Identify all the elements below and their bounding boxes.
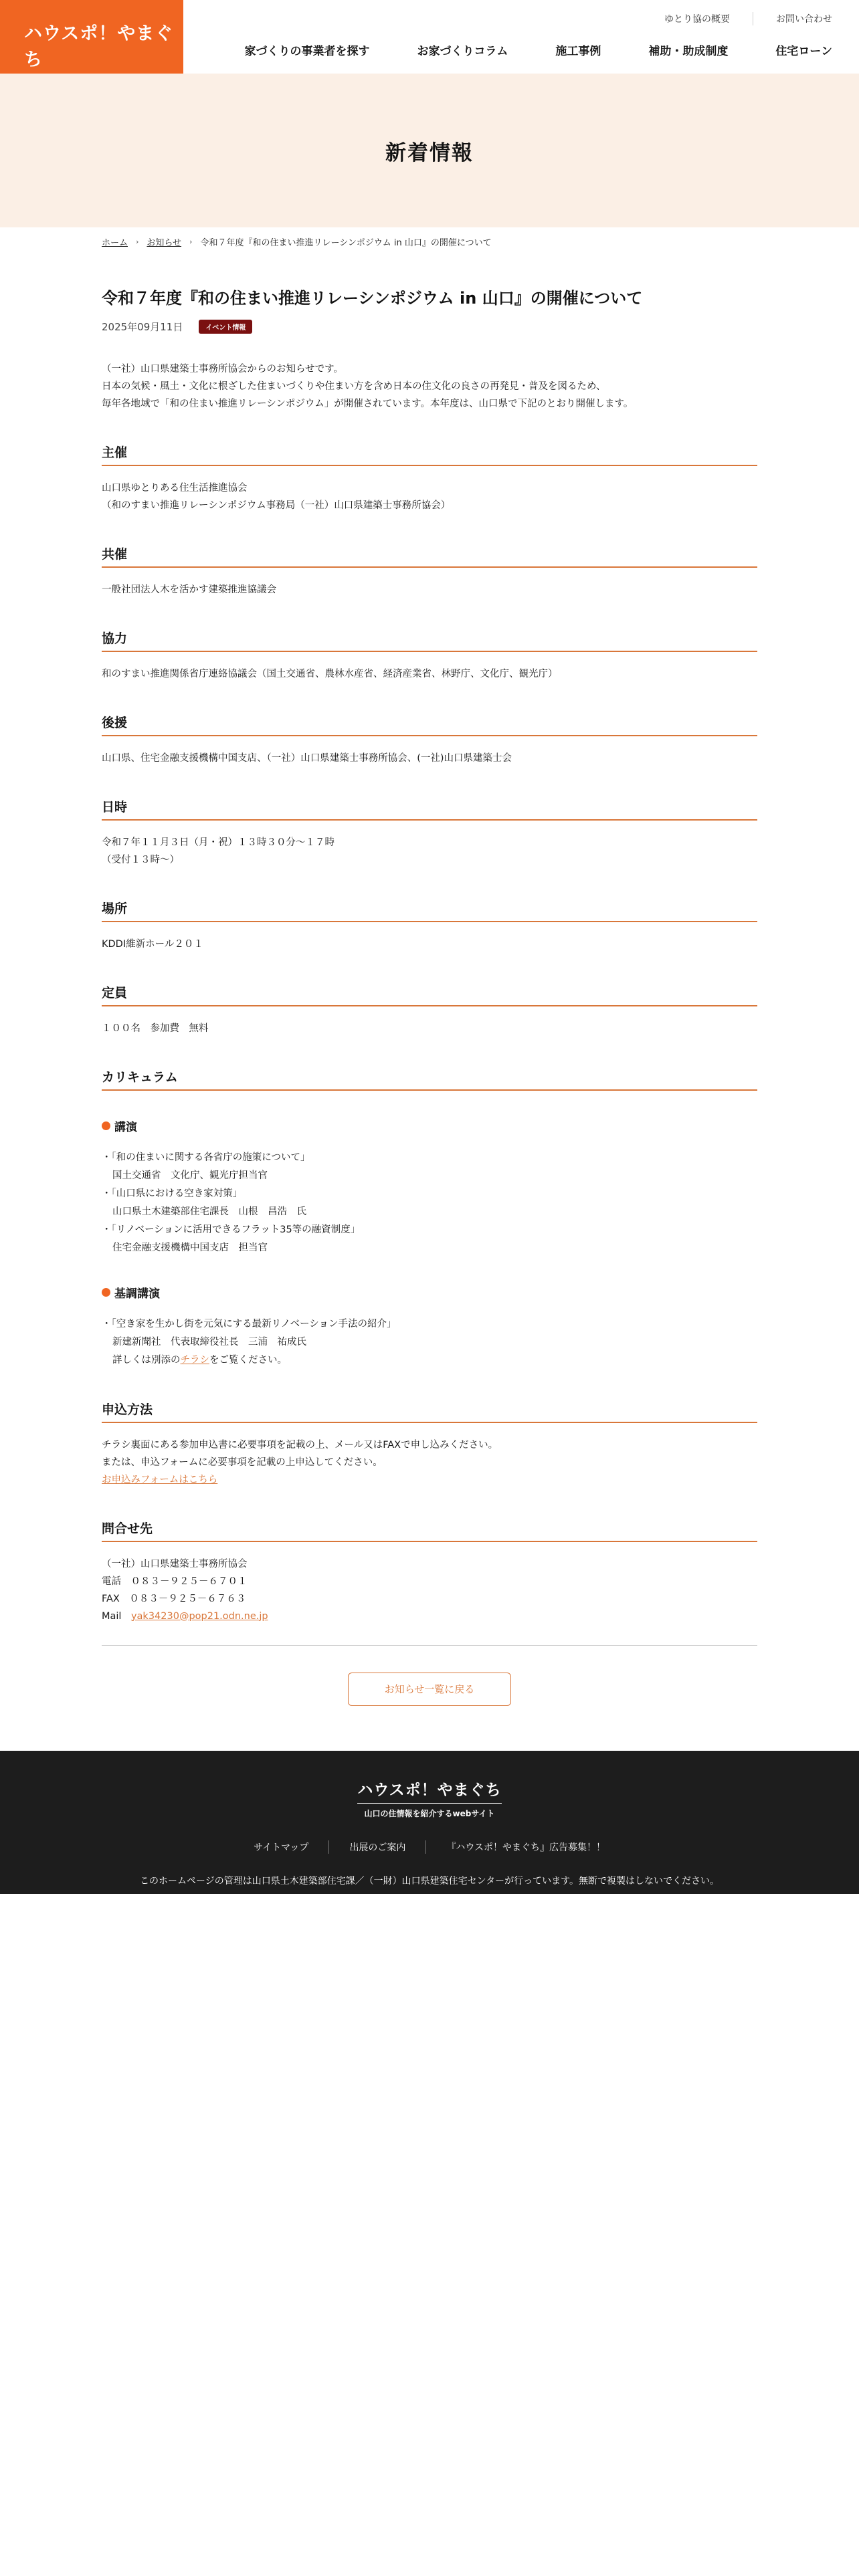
intro-line: 毎年各地域で「和の住まい推進リレーシンポジウム」が開催されています。本年度は、山口県で下記のとおり開催します。: [102, 398, 634, 409]
lecture-speaker: 住宅金融支援機構中国支店 担当官: [112, 1242, 268, 1253]
bullet-dot-icon: [102, 1121, 110, 1130]
site-footer: [0, 1751, 859, 1894]
section-body-application: [102, 1436, 757, 1489]
nav-item-works[interactable]: 施工事例: [555, 45, 601, 58]
nav-item-loans[interactable]: 住宅ローン: [775, 45, 832, 58]
breadcrumb-current: 令和７年度『和の住まい推進リレーシンポジウム in 山口』の開催について: [200, 238, 492, 248]
global-nav: [197, 41, 832, 58]
keynote-note: [102, 1352, 757, 1370]
contact-tel: [102, 1573, 757, 1590]
footer-nav: [0, 1840, 859, 1854]
section-heading-contact: 問合せ先: [102, 1519, 757, 1542]
nav-item-column[interactable]: お家づくりコラム: [417, 45, 508, 58]
utility-link-about[interactable]: ゆとり協の概要: [664, 14, 730, 25]
utility-link-contact[interactable]: お問い合わせ: [753, 12, 832, 25]
section-body-support: [102, 750, 757, 767]
section-line: 山口県ゆとりある住生活推進協会: [102, 482, 248, 494]
section-body-datetime: [102, 834, 757, 869]
section-body-contact: [102, 1555, 757, 1625]
logo-title: ハウスポ！やまぐち: [24, 19, 183, 76]
section-heading-curriculum: カリキュラム: [102, 1067, 757, 1091]
chevron-right-icon: ›: [189, 237, 193, 246]
keynote-note-prefix: 詳しくは別添の: [112, 1354, 181, 1366]
article-intro: [102, 360, 757, 413]
fax-value: ０８３－９２５－６７６３: [129, 1593, 246, 1604]
intro-line: 日本の気候・風土・文化に根ざした住まいづくりや住まい方を含め日本の住文化の良さの再発見・普及を図るため、: [102, 381, 606, 392]
utility-nav: [642, 12, 832, 25]
section-line: １００名 参加費 無料: [102, 1023, 209, 1034]
contact-fax: [102, 1590, 757, 1608]
section-line: 山口県、住宅金融支援機構中国支店、（一社）山口県建築士事務所協会、(一社)山口県建築士会: [102, 752, 512, 764]
section-line: チラシ裏面にある参加申込書に必要事項を記載の上、メール又はFAXで申し込みください。: [102, 1439, 498, 1451]
section-line: 一般社団法人木を活かす建築推進協議会: [102, 584, 276, 595]
footer-link-exhibit[interactable]: 出展のご案内: [328, 1840, 425, 1854]
footer-logo-title: ハウスポ！やまぐち: [357, 1778, 501, 1804]
section-body-co-host: [102, 581, 757, 599]
lecture-title: ・「リノベーションに活用できるフラット35等の融資制度」: [102, 1224, 361, 1235]
keynote-block: [102, 1315, 757, 1370]
back-button-wrap: [102, 1673, 757, 1706]
contact-org: （一社）山口県建築士事務所協会: [102, 1558, 248, 1570]
fax-label: FAX: [102, 1593, 120, 1604]
site-logo[interactable]: [0, 0, 183, 79]
tel-value: ０８３－９２５－６７０１: [130, 1576, 248, 1587]
section-line: 令和７年１１月３日（月・祝）１３時３０分〜１７時: [102, 837, 335, 848]
intro-line: （一社）山口県建築士事務所協会からのお知らせです。: [102, 363, 343, 374]
article-date: 2025年09月11日: [102, 320, 183, 333]
page-title: 新着情報: [385, 140, 474, 165]
footer-link-ads[interactable]: 『ハウスポ！やまぐち』広告募集！！: [425, 1840, 626, 1854]
section-line: 和のすまい推進関係省庁連絡協議会（国土交通省、農林水産省、経済産業省、林野庁、文化庁、観光庁）: [102, 668, 558, 679]
section-body-organizer: [102, 479, 757, 514]
mail-link[interactable]: yak34230@pop21.odn.ne.jp: [130, 1610, 268, 1622]
content-divider: [102, 1645, 757, 1646]
subheading-keynote: [102, 1284, 757, 1301]
news-article: [102, 288, 757, 1706]
section-heading-cooperation: 協力: [102, 629, 757, 652]
keynote-note-suffix: をご覧ください。: [209, 1354, 287, 1366]
lecture-speaker: 国土交通省 文化庁、観光庁担当官: [112, 1170, 268, 1181]
keynote-speaker: 新建新聞社 代表取締役社長 三浦 祐成氏: [112, 1336, 306, 1348]
section-line: （和のすまい推進リレーシンポジウム事務局（一社）山口県建築士事務所協会）: [102, 500, 451, 511]
article-title: 令和７年度『和の住まい推進リレーシンポジウム in 山口』の開催について: [102, 289, 643, 308]
article-meta: [102, 320, 757, 334]
lecture-list: [102, 1149, 757, 1257]
flyer-link[interactable]: チラシ: [180, 1354, 209, 1366]
section-body-venue: [102, 936, 757, 953]
site-header: [0, 0, 859, 74]
section-line: または、申込フォームに必要事項を記載の上申込してください。: [102, 1457, 383, 1468]
nav-item-subsidies[interactable]: 補助・助成制度: [648, 45, 729, 58]
footer-logo[interactable]: [0, 1778, 859, 1819]
section-heading-capacity: 定員: [102, 983, 757, 1006]
section-heading-application: 申込方法: [102, 1400, 757, 1423]
section-body-capacity: [102, 1020, 757, 1037]
subheading-lecture-label: 講演: [114, 1120, 137, 1134]
section-line: KDDI維新ホール２０１: [102, 938, 203, 950]
lecture-title: ・「和の住まいに関する各省庁の施策について」: [102, 1152, 310, 1163]
mail-label: Mail: [102, 1610, 122, 1622]
section-heading-support: 後援: [102, 713, 757, 736]
lecture-speaker: 山口県土木建築部住宅課長 山根 昌浩 氏: [112, 1206, 306, 1217]
section-heading-venue: 場所: [102, 899, 757, 922]
footer-copyright: このホームページの管理は山口県土木建築部住宅課／（一財）山口県建築住宅センターが行っています。無断で複製はしないでください。: [139, 1876, 720, 1887]
breadcrumb: [102, 235, 492, 248]
back-to-list-button[interactable]: お知らせ一覧に戻る: [348, 1673, 511, 1706]
category-badge: イベント情報: [199, 320, 252, 334]
footer-link-sitemap[interactable]: サイトマップ: [253, 1842, 309, 1853]
section-heading-co-host: 共催: [102, 544, 757, 568]
section-line: （受付１３時〜）: [102, 854, 179, 865]
section-heading-datetime: 日時: [102, 797, 757, 821]
page-hero: [0, 74, 859, 227]
lecture-title: ・「山口県における空き家対策」: [102, 1188, 243, 1199]
nav-item-find-builders[interactable]: 家づくりの事業者を探す: [244, 45, 370, 58]
subheading-keynote-label: 基調講演: [114, 1287, 160, 1301]
bullet-dot-icon: [102, 1288, 110, 1297]
breadcrumb-home[interactable]: ホーム: [102, 238, 128, 248]
footer-logo-subtitle: 山口の住情報を紹介するwebサイト: [364, 1809, 495, 1818]
chevron-right-icon: ›: [136, 237, 139, 246]
contact-mail: [102, 1608, 757, 1625]
breadcrumb-news[interactable]: お知らせ: [147, 238, 182, 248]
subheading-lecture: [102, 1117, 757, 1134]
section-body-cooperation: [102, 665, 757, 683]
keynote-title: ・「空き家を生かし街を元気にする最新リノベーション手法の紹介」: [102, 1318, 397, 1329]
application-form-link[interactable]: お申込みフォームはこちら: [102, 1474, 218, 1485]
tel-label: 電話: [102, 1576, 121, 1587]
section-heading-organizer: 主催: [102, 443, 757, 466]
